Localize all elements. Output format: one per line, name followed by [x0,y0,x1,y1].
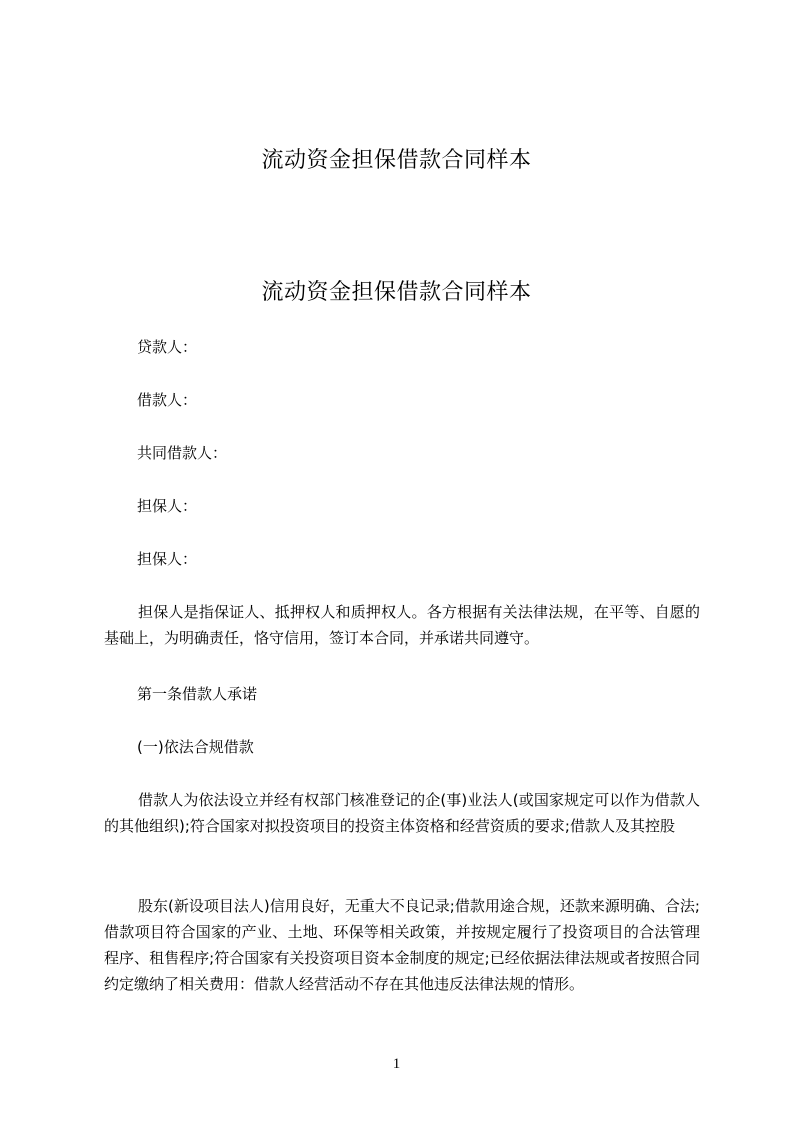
body-paragraph-2: 股东(新设项目法人)信用良好，无重大不良记录;借款用途合规，还款来源明确、合法;借款项目符合国家的产业、土地、环保等相关政策，并按规定履行了投资项目的合法管理程序、租售程序;符合国家有关投资项目资本金制度的规定;已经依据法律法规或者按照合同约定缴纳了相关费用：借款人经营活动不存在其他违反法律法规的情形。 [104,897,700,993]
page-number: 1 [392,1056,401,1072]
party-guarantor-1: 担保人： [137,497,198,515]
article-1-heading: 第一条借款人承诺 [137,685,258,703]
party-borrower: 借款人： [137,391,198,409]
body-paragraph-1: 借款人为依法设立并经有权部门核准登记的企(事)业法人(或国家规定可以作为借款人的其他组织);符合国家对拟投资项目的投资主体资格和经营资质的要求;借款人及其控股 [104,791,700,835]
intro-paragraph: 担保人是指保证人、抵押权人和质押权人。各方根据有关法律法规，在平等、自愿的基础上，为明确责任，恪守信用，签订本合同，并承诺共同遵守。 [104,603,700,647]
page-title: 流动资金担保借款合同样本 [261,280,532,305]
document-header-title: 流动资金担保借款合同样本 [261,148,532,173]
party-lender: 贷款人： [137,338,198,356]
party-co-borrower: 共同借款人： [137,444,228,462]
section-1-heading: (一)依法合规借款 [137,738,254,756]
party-guarantor-2: 担保人： [137,550,198,568]
